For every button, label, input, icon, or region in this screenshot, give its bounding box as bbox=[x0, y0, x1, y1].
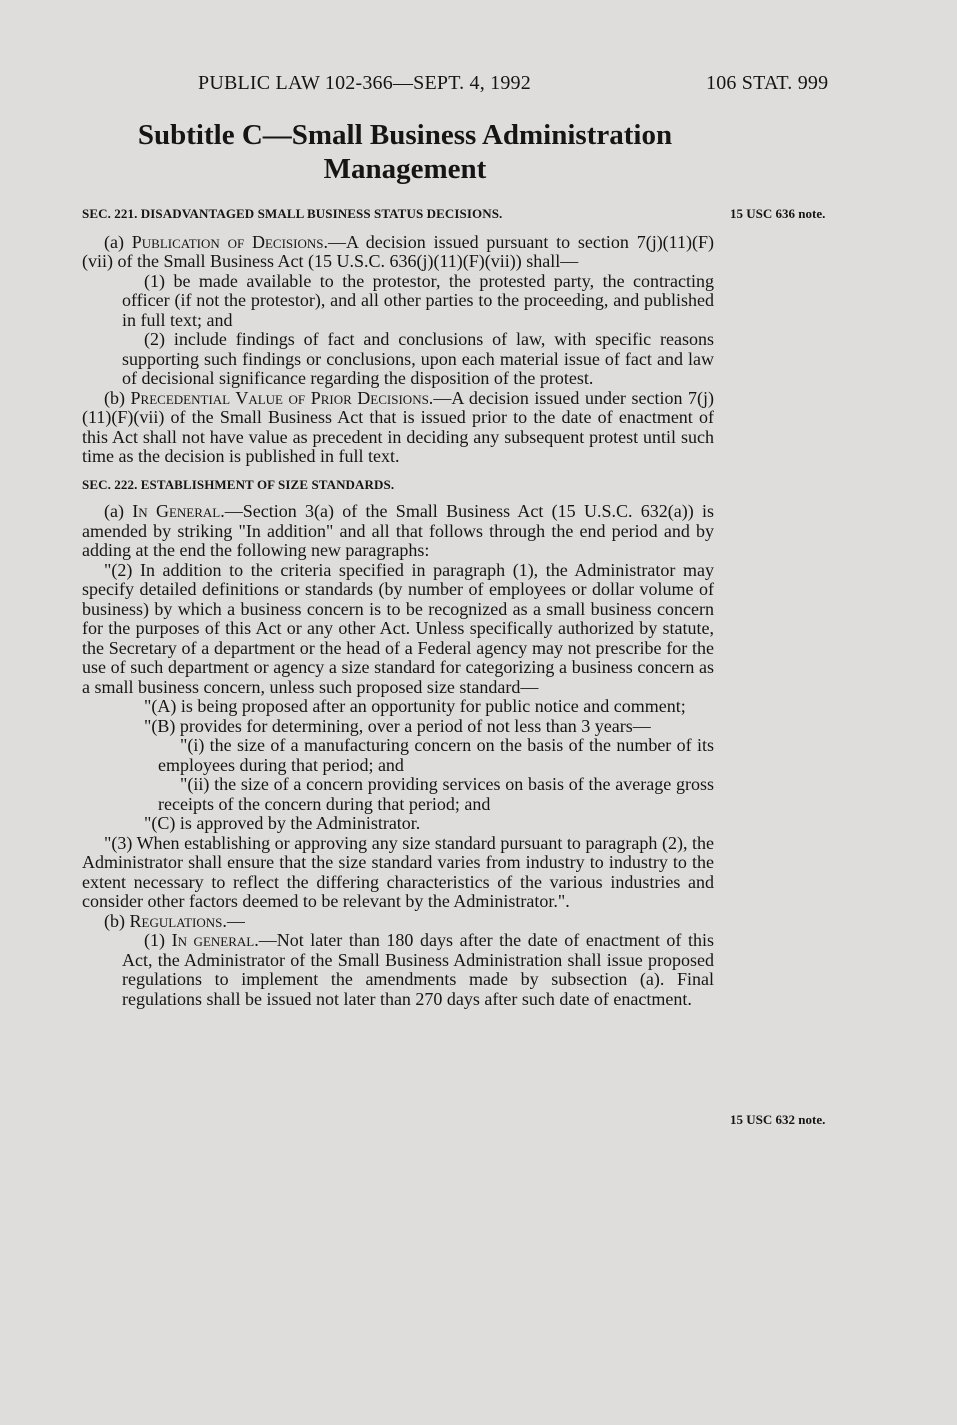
subtitle-line-1: Subtitle C—Small Business Administration bbox=[137, 119, 673, 151]
text-222-b1: —Not later than 180 days after the date of enactment of this Act, the Administrator of the Small Business Administration shall issue proposed regulations to implement the amendments made by subsection (a). Final regulations shall be issued not later than 270 days after such date of enactment. bbox=[122, 930, 714, 1009]
heading-222-a: In General. bbox=[132, 501, 225, 521]
paragraph-222-a bbox=[82, 502, 714, 561]
running-header-left: PUBLIC LAW 102-366—SEPT. 4, 1992 bbox=[198, 72, 531, 94]
label-222-b: (b) bbox=[104, 910, 125, 931]
margin-note-sec222b: 15 USC 632 note. bbox=[730, 1112, 826, 1127]
section-heading-221: SEC. 221. DISADVANTAGED SMALL BUSINESS STATUS DECISIONS. bbox=[82, 206, 503, 221]
heading-221-b: Precedential Value of Prior Decisions. bbox=[130, 387, 434, 408]
text-221-b: —A decision issued under section 7(j)(11)(F)(vii) of the Small Business Act that is issued prior to the date of enactment of this Act shall not have value as precedent in deciding any subsequent protest until such time as the decision is published in full text. bbox=[82, 387, 714, 466]
paragraph-222-b bbox=[82, 912, 714, 932]
label-221-a: (a) bbox=[104, 231, 124, 252]
dash-222-b: — bbox=[226, 910, 245, 931]
label-221-b: (b) bbox=[104, 387, 125, 408]
paragraph-221-b bbox=[82, 389, 714, 467]
paragraph-222-b1 bbox=[82, 931, 714, 1009]
paragraph-221-a2: (2) include findings of fact and conclusions of law, with specific reasons supporting such findings or conclusions, upon each material issue of fact and law of decisional significance regarding the disposition of the protest. bbox=[122, 329, 714, 388]
body-text bbox=[82, 204, 714, 1009]
subtitle-heading bbox=[90, 118, 720, 186]
paragraph-221-a1: (1) be made available to the protestor, the protested party, the contracting officer (if not the protestor), and all other parties to the proceeding, and published in full text; and bbox=[122, 270, 714, 330]
paragraph-222-B-ii: "(ii) the size of a concern providing services on basis of the average gross receipts of the concern during that period; and bbox=[158, 774, 714, 814]
section-heading-222: SEC. 222. ESTABLISHMENT OF SIZE STANDARDS. bbox=[82, 476, 395, 492]
margin-note-sec221: 15 USC 636 note. bbox=[730, 206, 826, 221]
subtitle-line-2: Management bbox=[323, 153, 487, 185]
paragraph-222-B-i: "(i) the size of a manufacturing concern on the basis of the number of its employees during that period; and bbox=[158, 735, 714, 775]
paragraph-222-B: "(B) provides for determining, over a period of not less than 3 years— bbox=[144, 715, 651, 736]
paragraph-222-3: "(3) When establishing or approving any size standard pursuant to paragraph (2), the Administrator shall ensure that the size standard varies from industry to industry to the extent necessary to reflect the differing characteristics of the various industries and consider other factors deemed to be relevant by the Administrator.". bbox=[82, 832, 714, 911]
text-221-a: —A decision issued pursuant to section 7(j)(11)(F)(vii) of the Small Business Act (15 U.S.C. 636(j)(11)(F)(vii)) shall— bbox=[82, 231, 715, 271]
paragraph-222-A: "(A) is being proposed after an opportunity for public notice and comment; bbox=[144, 696, 686, 716]
heading-222-b1: In general. bbox=[171, 930, 259, 950]
heading-222-b: Regulations. bbox=[129, 910, 227, 931]
paragraph-222-C: "(C) is approved by the Administrator. bbox=[144, 813, 421, 833]
running-header-right: 106 STAT. 999 bbox=[706, 72, 829, 94]
label-222-a: (a) bbox=[104, 501, 124, 521]
paragraph-221-a bbox=[82, 233, 714, 272]
paragraph-222-2: "(2) In addition to the criteria specified in paragraph (1), the Administrator may specify detailed definitions or standards (by number of employees or dollar volume of business) by which a business concern is to be recognized as a small business concern for the purposes of this Act or any other Act. Unless specifically authorized by statute, the Secretary of a department or the head of a Federal agency may not prescribe for the use of such department or agency a size standard for categorizing a business concern as a small business concern, unless such proposed size standard— bbox=[82, 559, 714, 697]
text-222-a: —Section 3(a) of the Small Business Act (15 U.S.C. 632(a)) is amended by striking "In addition" and all that follows through the end period and by adding at the end the following new paragraphs: bbox=[82, 501, 715, 560]
label-222-b1: (1) bbox=[144, 930, 165, 950]
heading-221-a: Publication of Decisions. bbox=[131, 231, 328, 252]
